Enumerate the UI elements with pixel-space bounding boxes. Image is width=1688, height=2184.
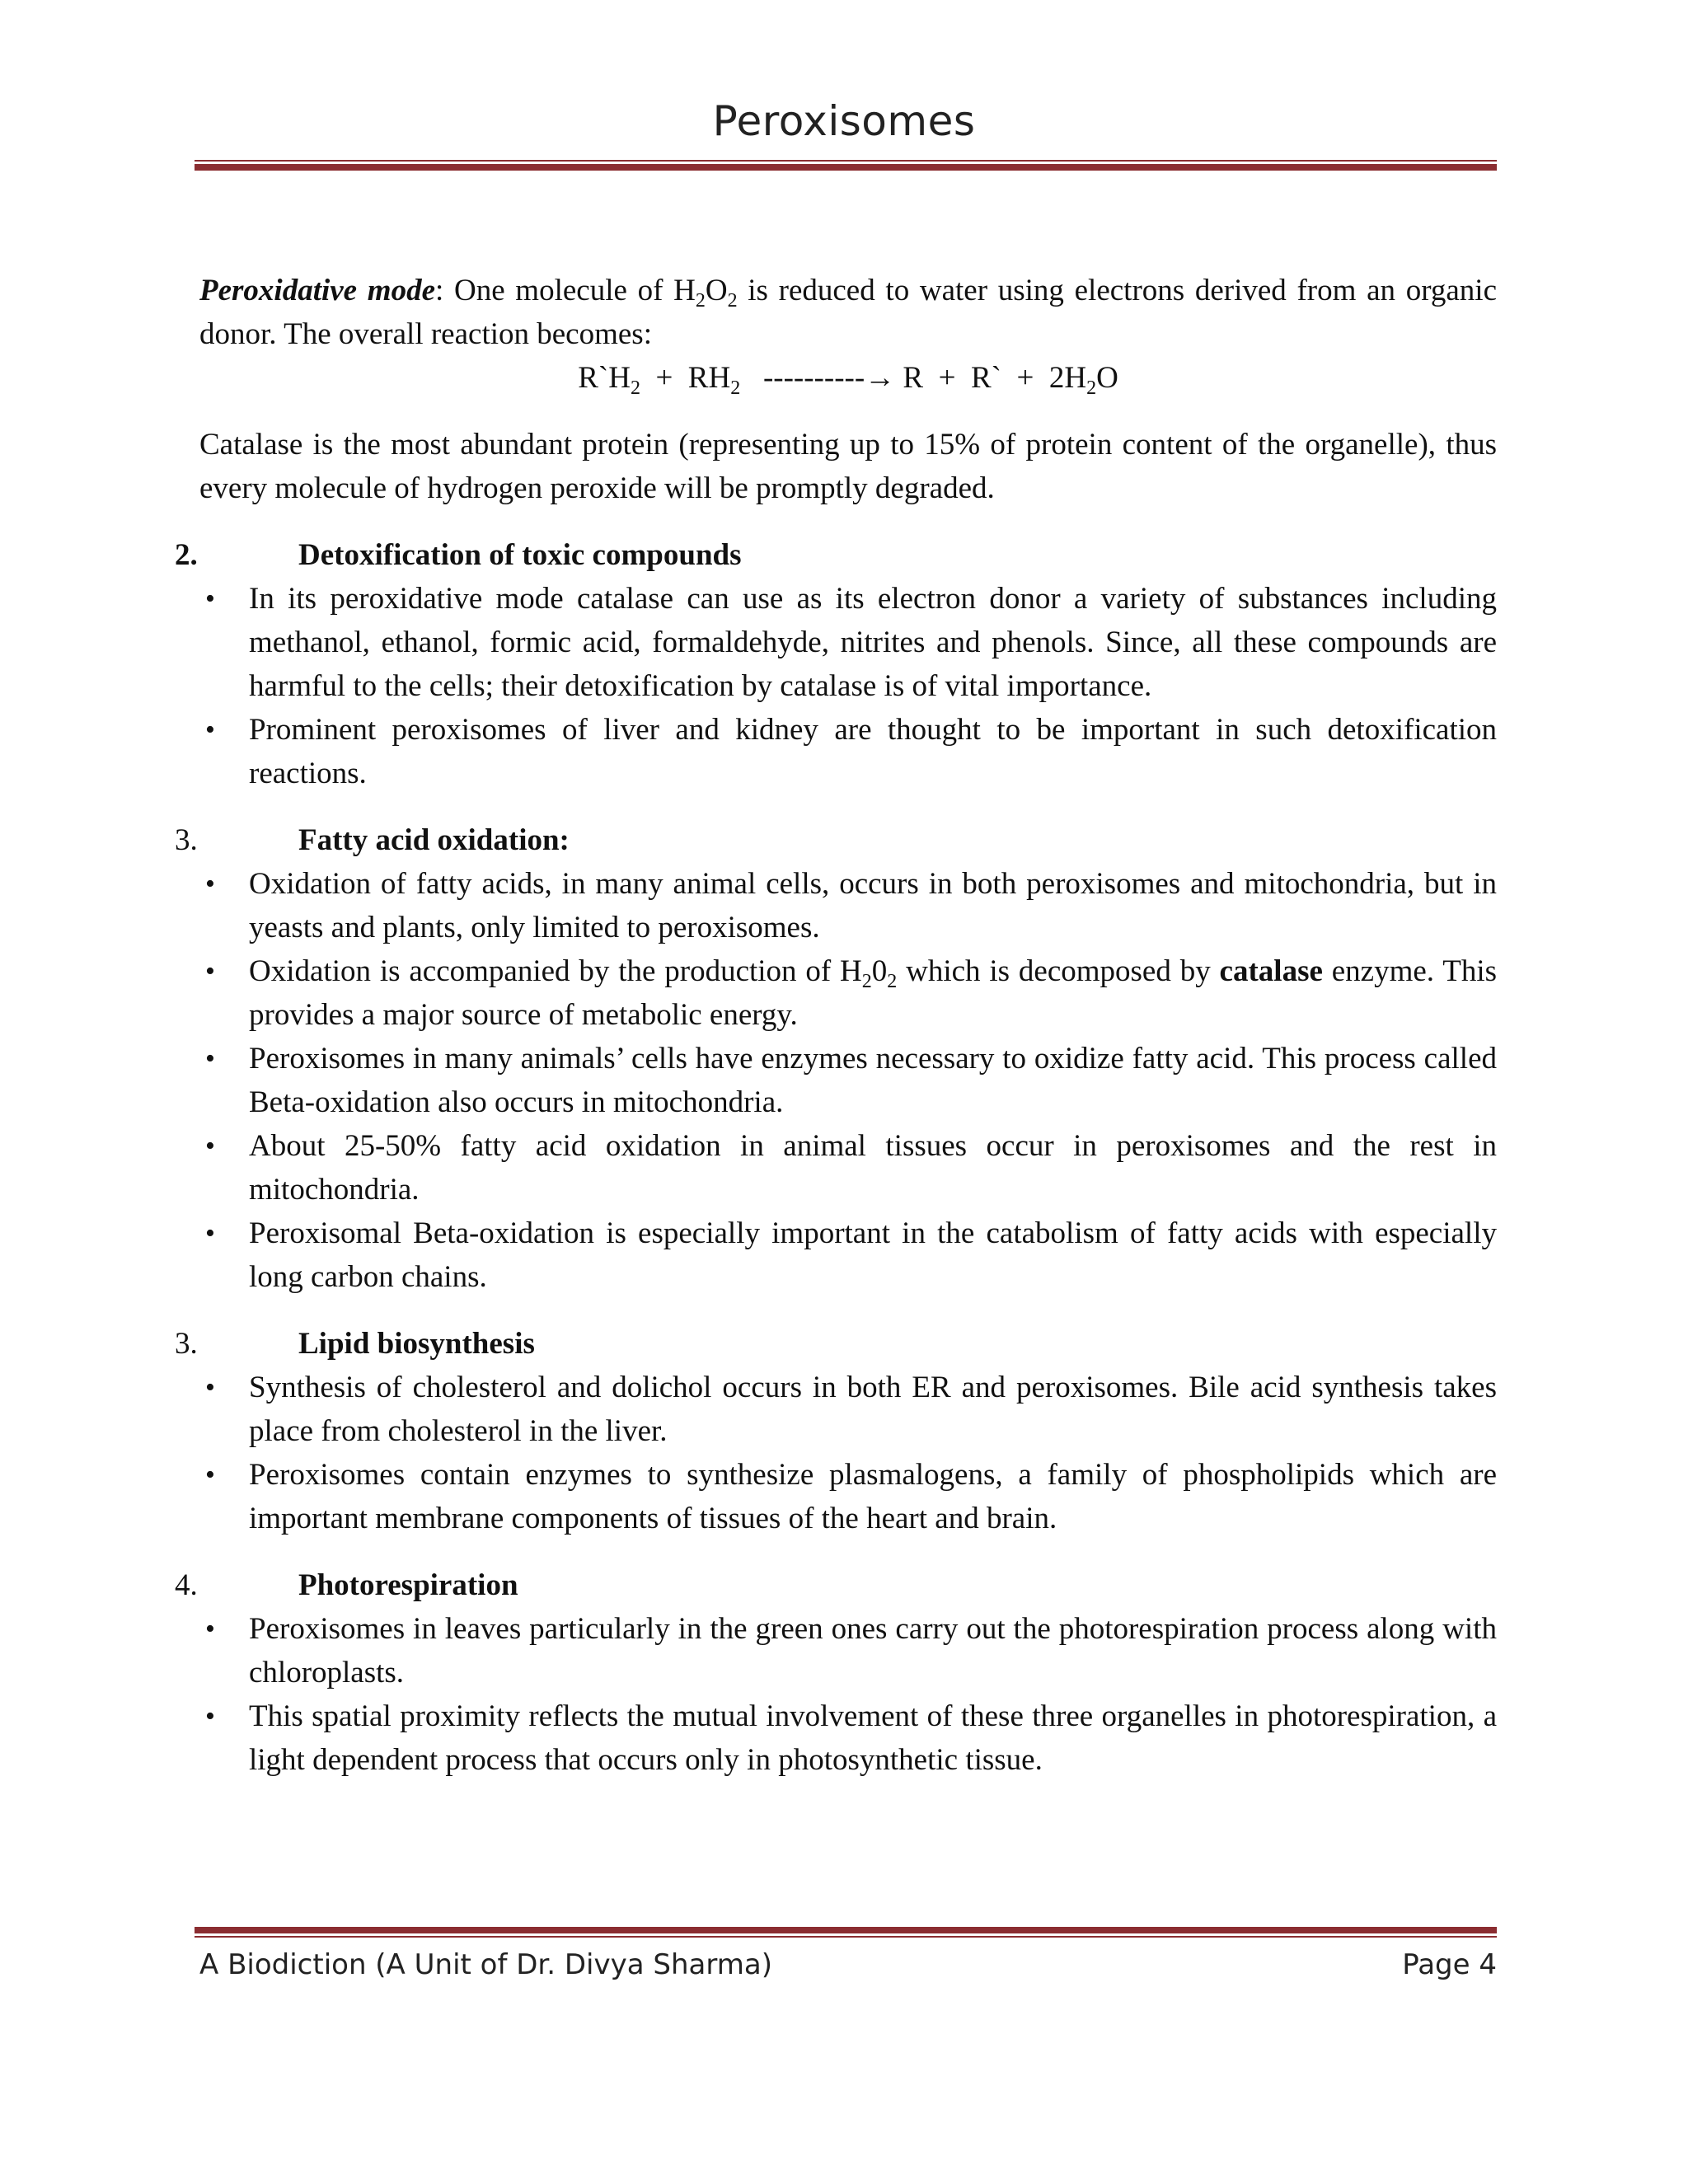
section-heading: [175, 1322, 1497, 1366]
section-title: Lipid biosynthesis: [298, 1327, 535, 1361]
catalase-paragraph: Catalase is the most abundant protein (representing up to 15% of protein content of the organelle), thus every molecule of hydrogen peroxide will be promptly degraded.: [199, 428, 1497, 505]
section-title: Fatty acid oxidation:: [298, 823, 570, 857]
list-item: • Peroxisomes contain enzymes to synthesize plasmalogens, a family of phospholipids which are important membrane components of tissues of the heart and brain.: [199, 1453, 1497, 1540]
section-title: Detoxification of toxic compounds: [298, 538, 742, 572]
list-item: • This spatial proximity reflects the mutual involvement of these three organelles in photorespiration, a light dependent process that occurs only in photosynthetic tissue.: [199, 1694, 1497, 1782]
bullet-icon: •: [205, 1043, 215, 1074]
bullet-icon: •: [205, 1614, 215, 1644]
section-number: 2.: [175, 538, 198, 572]
lead-term: Peroxidative mode: [199, 274, 435, 307]
section-heading: [175, 1563, 1497, 1607]
bullet-icon: •: [205, 869, 215, 899]
list-item: • Peroxisomes in leaves particularly in the green ones carry out the photorespiration process along with chloroplasts.: [199, 1607, 1497, 1694]
bullet-list: [199, 577, 1497, 795]
list-item: • Oxidation of fatty acids, in many animal cells, occurs in both peroxisomes and mitochondria, but in yeasts and plants, only limited to peroxisomes.: [199, 862, 1497, 949]
document-body: [175, 269, 1497, 1782]
bullet-icon: •: [205, 583, 215, 614]
list-item: • Prominent peroxisomes of liver and kidney are thought to be important in such detoxification reactions.: [199, 708, 1497, 795]
bullet-icon: •: [205, 1460, 215, 1490]
list-item: • Peroxisomal Beta-oxidation is especially important in the catabolism of fatty acids with especially long carbon chains.: [199, 1212, 1497, 1299]
header-rule-thin: [195, 160, 1497, 162]
page-title: Peroxisomes: [712, 97, 976, 145]
list-item: • About 25-50% fatty acid oxidation in animal tissues occur in peroxisomes and the rest in mitochondria.: [199, 1124, 1497, 1212]
bullet-icon: •: [205, 1218, 215, 1249]
bullet-list: [199, 1607, 1497, 1782]
bullet-icon: •: [205, 956, 215, 987]
list-item: • In its peroxidative mode catalase can use as its electron donor a variety of substances including methanol, ethanol, formic acid, formaldehyde, nitrites and phenols. Since, all these compounds are harmful to the cells; their detoxification by catalase is of vital importance.: [199, 577, 1497, 708]
list-item: • Oxidation is accompanied by the production of $H_20_2$ which is decomposed by catalase enzyme. This provides a major source of metabolic energy.: [199, 949, 1497, 1037]
bullet-icon: •: [205, 1131, 215, 1161]
section-heading: [175, 818, 1497, 862]
page-number: Page 4: [1402, 1948, 1497, 1981]
peroxidative-mode-paragraph: Peroxidative mode: One molecule of $H_2O_2$ is reduced to water using electrons derived from an organic donor. The overall reaction becomes:: [199, 274, 1497, 351]
bullet-icon: •: [205, 1701, 215, 1732]
header-rule-thick: [195, 164, 1497, 171]
section-number: 4.: [175, 1568, 198, 1602]
footer-rule-thick: [195, 1927, 1497, 1933]
list-item: • Synthesis of cholesterol and dolichol occurs in both ER and peroxisomes. Bile acid synthesis takes place from cholesterol in the liver.: [199, 1366, 1497, 1453]
footer-publisher: A Biodiction (A Unit of Dr. Divya Sharma): [199, 1948, 772, 1981]
section-title: Photorespiration: [298, 1568, 518, 1602]
section-number: 3.: [175, 823, 198, 857]
section-heading: [175, 533, 1497, 577]
bullet-list: [199, 1366, 1497, 1540]
section-number: 3.: [175, 1327, 198, 1361]
bullet-icon: •: [205, 1372, 215, 1403]
bullet-icon: •: [205, 715, 215, 745]
footer-rule-thin: [195, 1936, 1497, 1938]
list-item: • Peroxisomes in many animals’ cells have enzymes necessary to oxidize fatty acid. This process called Beta-oxidation also occurs in mitochondria.: [199, 1037, 1497, 1124]
bullet-list: [199, 862, 1497, 1299]
reaction-formula: $R`H_2 + RH_2$ ----------→ R + R` + $2H_2O$: [578, 361, 1118, 399]
